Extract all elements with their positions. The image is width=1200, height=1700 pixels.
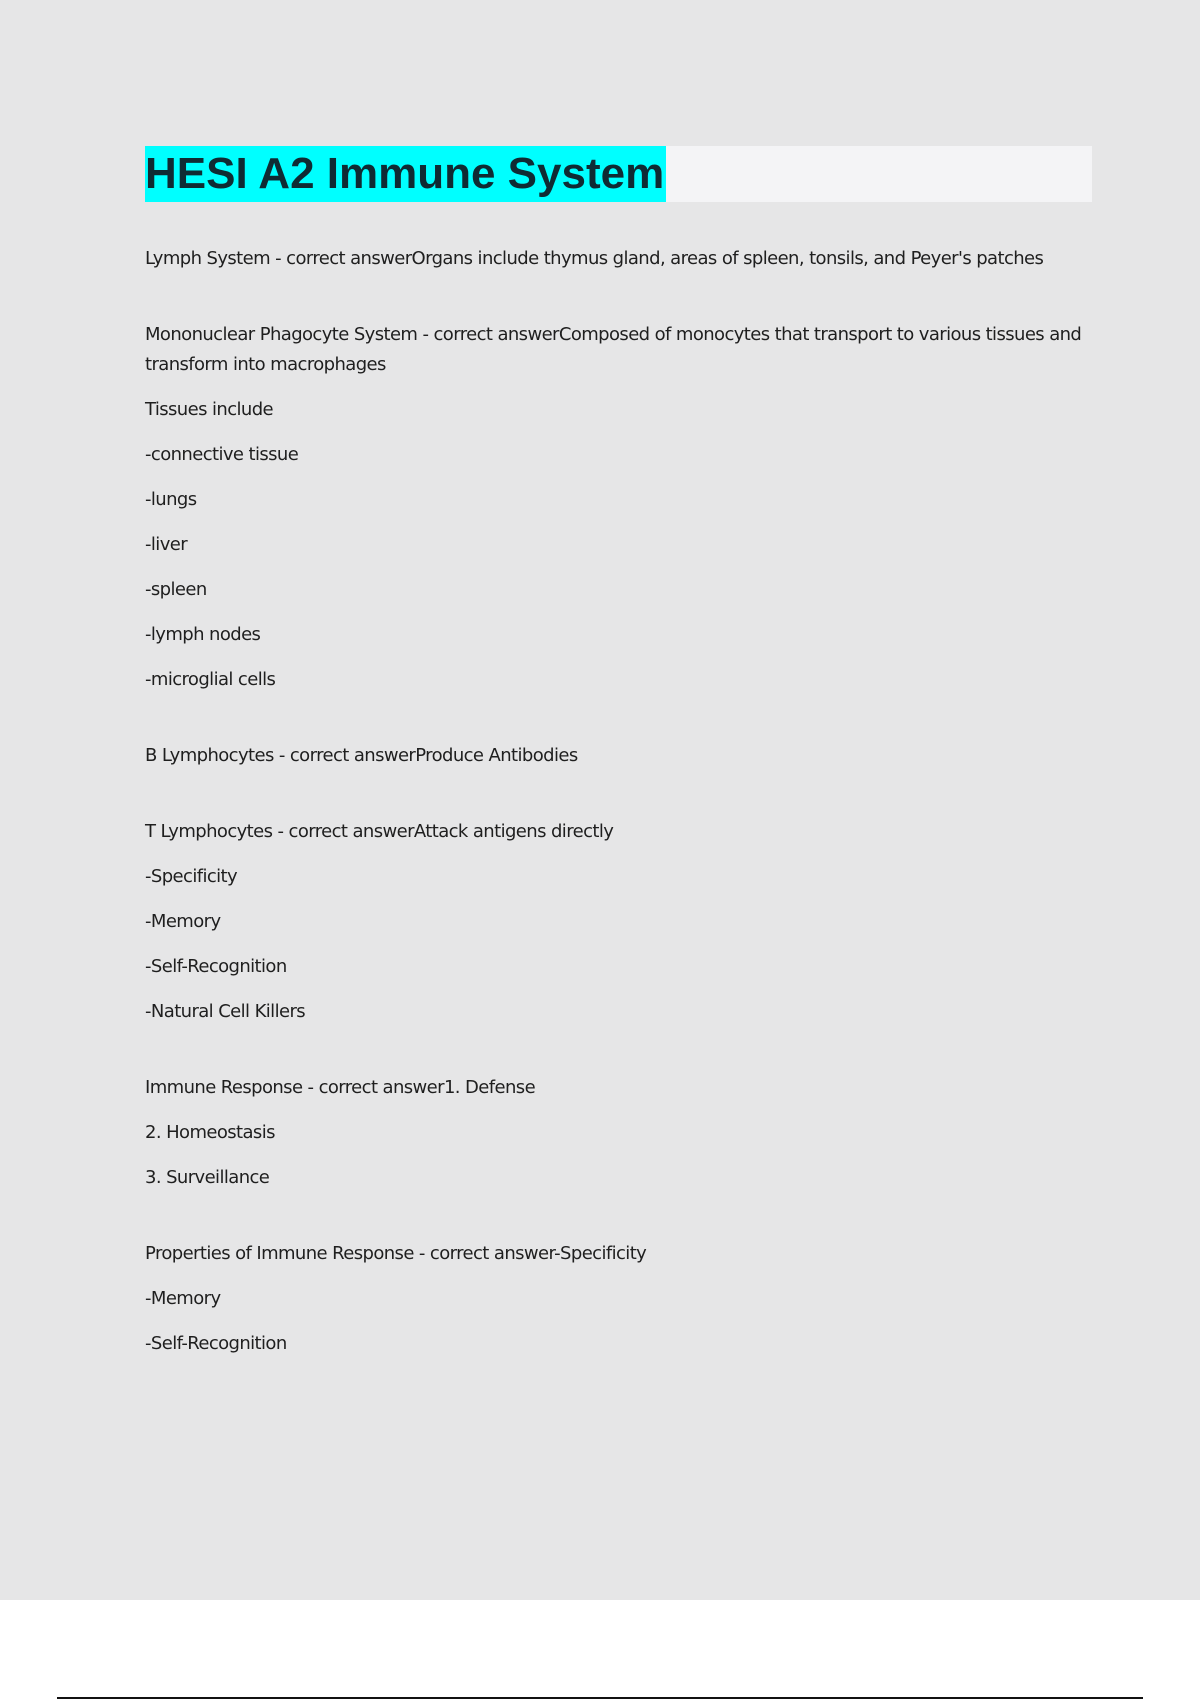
document-content	[145, 244, 1095, 1359]
list-item: -liver	[145, 534, 188, 555]
list-item: -lungs	[145, 489, 197, 510]
entry-mononuclear-phagocyte-system	[145, 320, 1095, 695]
entry-immune-response	[145, 1073, 1095, 1193]
list-item: -Memory	[145, 1288, 221, 1309]
entry-line: B Lymphocytes - correct answerProduce Antibodies	[145, 745, 578, 766]
list-item: 3. Surveillance	[145, 1167, 270, 1188]
list-item: -Self-Recognition	[145, 1333, 287, 1354]
entry-line: Mononuclear Phagocyte System - correct answerComposed of monocytes that transport to various tissues and transform into macrophages	[145, 324, 1087, 375]
entry-lymph-system	[145, 244, 1095, 274]
entry-t-lymphocytes	[145, 817, 1095, 1027]
document-title: HESI A2 Immune System	[145, 146, 666, 202]
list-item: -Natural Cell Killers	[145, 1001, 306, 1022]
entry-line: Immune Response - correct answer1. Defense	[145, 1077, 536, 1098]
entry-properties-of-immune-response	[145, 1239, 1095, 1359]
list-item: -Specificity	[145, 866, 238, 887]
list-item: -Self-Recognition	[145, 956, 287, 977]
list-item: 2. Homeostasis	[145, 1122, 275, 1143]
list-item: -connective tissue	[145, 444, 299, 465]
list-item: -lymph nodes	[145, 624, 261, 645]
list-item: -Memory	[145, 911, 221, 932]
list-item: -microglial cells	[145, 669, 276, 690]
entry-line: Tissues include	[145, 399, 273, 420]
list-item: -spleen	[145, 579, 207, 600]
entry-b-lymphocytes	[145, 741, 1095, 771]
footer-rule	[57, 1697, 1143, 1699]
entry-line: Properties of Immune Response - correct answer-Specificity	[145, 1243, 647, 1264]
entry-line: Lymph System - correct answerOrgans include thymus gland, areas of spleen, tonsils, and Peyer's patches	[145, 248, 1044, 269]
entry-line: T Lymphocytes - correct answerAttack antigens directly	[145, 821, 614, 842]
